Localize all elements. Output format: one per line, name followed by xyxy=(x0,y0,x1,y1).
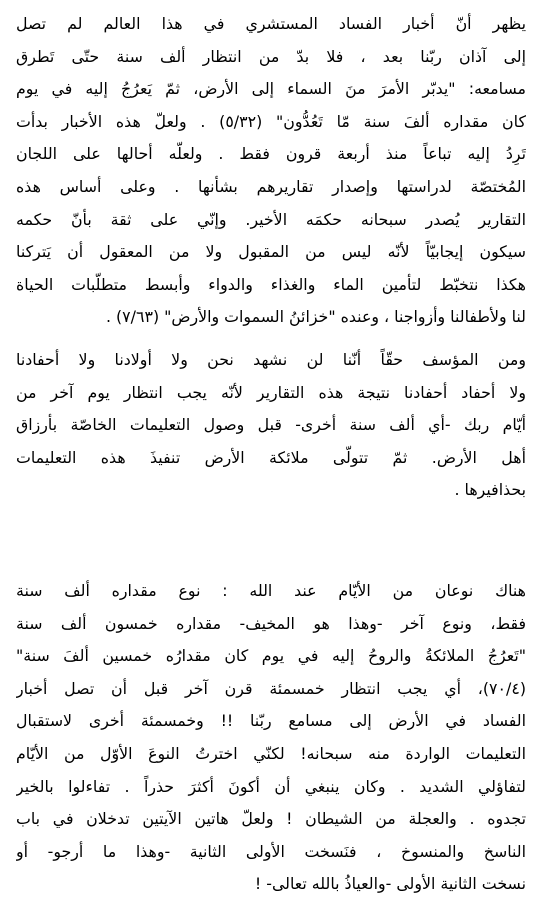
text-line: سيكون إيجابيّاً لأنّه ليس من المقبول ولا من المعقول أن يَتركنا xyxy=(16,242,526,262)
text-line: ومن المؤسف حقّاً أنّنا لن نشهد نحن ولا أولادنا ولا أحفادنا xyxy=(16,350,526,369)
text-line: الفساد في الأرض إلى مسامع ربّنا !! وخمسمئة أخرى لاستقبال xyxy=(16,711,526,731)
text-line: هناك نوعان من الأيّام عند الله : نوع مقداره ألف سنة xyxy=(16,581,526,600)
text-line: تَرِدُ إليه تباعاً منذ أربعة قرون فقط . ولعلّه أحالها على اللجان xyxy=(16,144,526,164)
text-line: نسخت الثانية الأولى -والعياذُ بالله تعالى- ! xyxy=(254,874,526,894)
text-line: الناسخ والمنسوخ ، فنَسخت الأولى الثانية -وهذا ما أرجو- أو xyxy=(16,841,526,861)
text-line: التعليمات الواردة منه سبحانه! لكنّي اخترتُ النوعَ الأوّل من الأيّام xyxy=(16,743,526,763)
text-line: المُختصّة لدراستها وإصدار تقاريرهم بشأنها . وعلى أساس هذه xyxy=(16,176,526,196)
paragraph-2 xyxy=(16,344,526,507)
text-line: أهل الأرض. ثمّ تتولّى ملائكة الأرض تنفيذَ هذه التعليمات xyxy=(16,447,526,467)
text-line: بحذافيرها . xyxy=(454,480,526,500)
text-line: فقط، ونوع آخر -وهذا هو المخيف- مقداره خمسون ألف سنة xyxy=(16,613,526,633)
text-line: تجدوه . والعجلة من الشيطان ! ولعلّ هاتين الآيتين تدخلان في باب xyxy=(16,809,526,829)
text-line: لتفاؤلي الشديد . وكان ينبغي أن أكونَ أكثرَ حذراً . تفاءلوا بالخير xyxy=(16,776,526,796)
text-line: "تَعرُجُ الملائكةُ والروحُ إليه في يوم كان مقدارُه خمسين ألفَ سنة" xyxy=(16,646,526,666)
text-line: لنا ولأطفالنا وأزواجنا ، وعنده "خزائنُ السموات والأرض" (٧/٦٣) . xyxy=(105,307,526,327)
text-line: التقارير يُصدر سبحانه حكمَه الأخير. وإنّي على ثقة بأنّ حكمه xyxy=(16,209,526,229)
text-line: (٧٠/٤)، أي يجب انتظار خمسمئة قرن آخر قبل أن تصل أخبار xyxy=(16,678,526,698)
text-line: كان مقداره ألفَ سنة مّا تَعُدُّون" (٥/٣٢) . ولعلّ هذه الأخبار بدأت xyxy=(16,111,526,131)
text-line: ولا أحفاد أحفادنا نتيجة هذه التقارير لأنّه يجب انتظار يوم آخر من xyxy=(16,382,526,402)
text-line: هكذا نتخبّط لتأمين الماء والغذاء والدواء وأبسط متطلّبات الحياة xyxy=(16,274,526,294)
text-line: إلى آذان ربّنا بعد ، فلا بدّ من انتظار ألف سنة حتّى تَطرق xyxy=(16,46,526,66)
text-line: مسامعه: "يدبّر الأمرَ منَ السماء إلى الأرض، ثمّ يَعرُجُ إليه في يوم xyxy=(16,79,526,99)
paragraph-3 xyxy=(16,575,526,901)
text-line: يظهر أنّ أخبار الفساد المستشري في هذا العالم لم تصل xyxy=(16,14,526,33)
paragraph-1 xyxy=(16,8,526,334)
text-line: أيّام ربك -أي ألف سنة أخرى- قبل وصول التعليمات الخاصّة بأرزاق xyxy=(16,415,526,435)
